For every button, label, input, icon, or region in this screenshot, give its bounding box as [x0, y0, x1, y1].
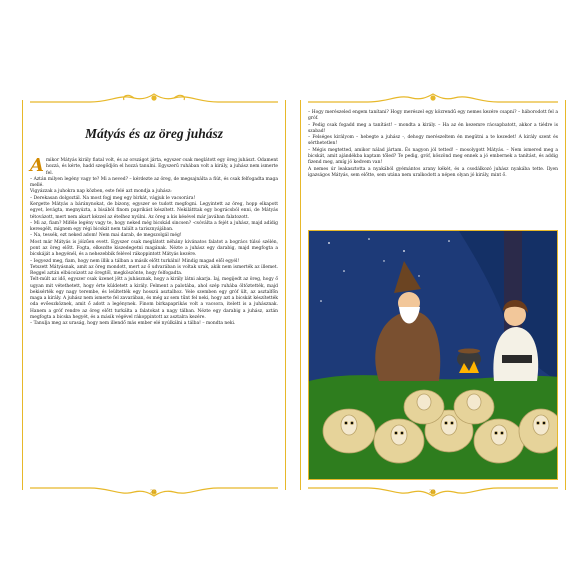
story-illustration [308, 230, 558, 480]
left-page [30, 96, 278, 494]
paragraph: – Aztán milyen legény vagy te? Mi a neved? – kérdezte az öreg, de megsajnálta a fiút, és csak felfogadta maga mellé. [30, 176, 278, 189]
paragraph: Vigyázzak a juhokra nap közben, este felé azt mondja a juhász: [30, 189, 172, 195]
right-page [308, 96, 558, 494]
paragraph: – Felséges királyom – hebegte a juhász -, dehogy merészeltem én megütni a te kezedet! A király szent és sérthetetlen! [308, 135, 558, 147]
top-ornament [308, 92, 558, 106]
paragraph: – Tanulja meg az uraság, hogy nem illendő más ember elé nyúlkálni a tálba! – mondta neki. [30, 321, 236, 327]
night-scene-svg [309, 231, 558, 480]
page-number: 33 [429, 489, 436, 495]
paragraph: – Derekasan dolgoztál. Na most fogj meg egy birkát, vágjuk le vacsorára! [30, 195, 196, 201]
paragraph: Telt-múlt az idő, egyszer csak üzenet jött a juhásznak, hogy a király látni akarja. Iaj, megijedt az öreg, hogy ő ugyan mit vétethetett, hogy érte küldetett a király. Felment a palotába, ahol szép ruhába öltöztették, majd bekisérték egy nagy terembe, és leültették egy hosszú asztalhoz. Vele szemben egy gróf ült, az asztalfőn maga a király. A juhász nem ismerte fel zavarában, és még az sem tűnt fel neki, hogy azt a bicskát készítették oda evőeszköznek, amit ő adott a legénynek. Finom birkapaprikás volt a vacsora, itelett is a juhásznak. Hanem a gróf rendre az öreg előtt turkálta a falatokat a nagy tálban. Nézte egy darabig a juhász, aztán megfogta a bicska hegyét, és a másik végével rákoppintott az asztalra kezére. [30, 277, 278, 321]
paragraph: Most már Mátyás is jóízűen evett. Egyszer csak meglátott néhány kivánatos falatot a bogrács túlsó szélén, pont az öreg előtt. Fogta, elkezdte kiszedegetni magának. Nézte a juhász egy darabig, majd megfogta a bicskáját a hegyénél, és a nehezebbik felével rákoppintott Mátyás kezére. [30, 239, 278, 258]
story-title: Mátyás és az öreg juhász [84, 126, 224, 141]
paragraph: – Iegyezd meg, fiam, hogy nem illik a tálban a másik előtt turkálni! Mindig magad elől egyél! [30, 258, 240, 264]
paragraph: A nemes úr leakasztotta a nyakából gyémántos arany kékét, és a csodálkozó juhász nyakába tette. Ilyen igazságos Mátyás, sem előtte, sem utána nem uralkodott a népen olyan jó király, mint ő. [308, 166, 558, 178]
cauldron-stew [458, 349, 480, 354]
paragraph: – Pedig csak fogadd meg a tanítást! – mondta a király. – Ha az én kezemre rácsapbatott, akkor a tiédre is szabad! [308, 122, 558, 134]
paragraph: – Mégis megtetted, amikor nálad jártam. És nagyon jól tetted! – mosolygott Mátyás. – Nem ismered meg a bicskát, amit ajándékba kaptam tőled? Te pedig, gróf, köszönd meg ennek a jó embernek a tanítást, és addig fizend meg, amíg jó kedvem van! [308, 147, 558, 166]
paragraph: – Na, tessék, ezt neked adom! Nem mai darab, de megszolgál még! [30, 233, 182, 239]
right-body-text [308, 110, 558, 179]
page-number: 32 [150, 489, 157, 495]
paragraph: Kergette Mátyás a báránynokat, de bizony, egyszer se tudott megfogni. Legyintett az öreg, hopp elkapott egyet, levágta, megnyúzta, a bisából finom paprikást készített. Nekilátttak egy bográcsból enni, de Mátyás tétovázott, mert nem akart kézzel az ételhez nyúlni. Az öreg a kis késével már javában falatozott. [30, 201, 278, 220]
paragraph: – Mi az, fiam? Miféle legény vagy te, hogy neked még bicskád sincsen? -csóválta a fejét a juhász, majd adídig keresgélt, mígnem egy régi bicskát nem talált a tarisznyájában. [30, 220, 278, 233]
left-body-text [30, 155, 278, 328]
drop-cap: A [30, 155, 44, 176]
paragraph: mikor Mátyás király fiatal volt, és az országot járta, egyszer csak meglátott egy öreg juhászt. Odament hozzá, és kérte, hadd szegődjön el hozzá tanulni. Egyszerű ruhában volt a király, a juhász nem ismerte fel. [45, 158, 278, 176]
top-ornament [30, 92, 278, 106]
paragraph: Tetszett Mátyásnak, amit az öreg mondott, mert az ő udvarában is voltak urak, akik nem ismerték az illemet. Reggel aztán elbúcsúzott az öregtől, megköszönte, hogy felfogadta. [30, 264, 278, 277]
paragraph: – Hogy merészeled engem tanítani? Hogy merészel egy közrendű egy nemes kezére csapni? – háborodott fel a gróf. [308, 110, 558, 122]
